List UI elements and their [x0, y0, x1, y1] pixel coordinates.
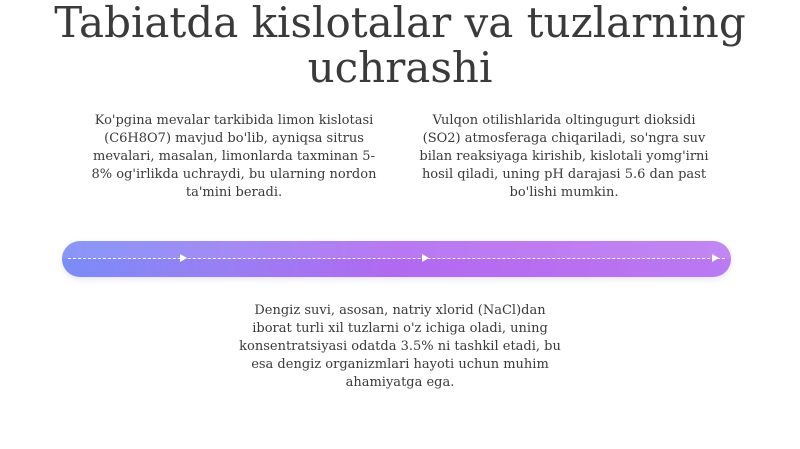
citric-acid-text: Ko'pgina mevalar tarkibida limon kislotasi (C6H8O7) mavjud bo'lib, ayniqsa sitrus mevalari, masalan, limonlarda taxminan 5-8% og'irlikda uchraydi, bu ularning nordon ta'mini beradi. [91, 113, 377, 200]
timeline-dashed-line [68, 258, 725, 259]
sea-salt-text: Dengiz suvi, asosan, natriy xlorid (NaCl)dan iborat turli xil tuzlarni o'z ichiga oladi, uning konsentratsiyasi odatda 3.5% ni tashkil etadi, bu esa dengiz organizmlari hayoti uchun muhim ahamiyatga ega. [239, 303, 561, 390]
timeline-bar [62, 241, 731, 277]
page-title [0, 0, 800, 90]
timeline-arrow-icon [712, 254, 719, 262]
timeline-arrow-icon [422, 254, 429, 262]
acid-rain-text: Vulqon otilishlarida oltingugurt dioksidi (SO2) atmosferaga chiqariladi, so'ngra suv bilan reaksiyaga kirishib, kislotali yomg'irni hosil qiladi, uning pH darajasi 5.6 dan past bo'lishi mumkin. [419, 113, 709, 200]
page-title-line-1: Tabiatda kislotalar va tuzlarning [54, 0, 746, 47]
timeline-arrow-icon [180, 254, 187, 262]
page-title-line-2: uchrashi [307, 43, 493, 92]
